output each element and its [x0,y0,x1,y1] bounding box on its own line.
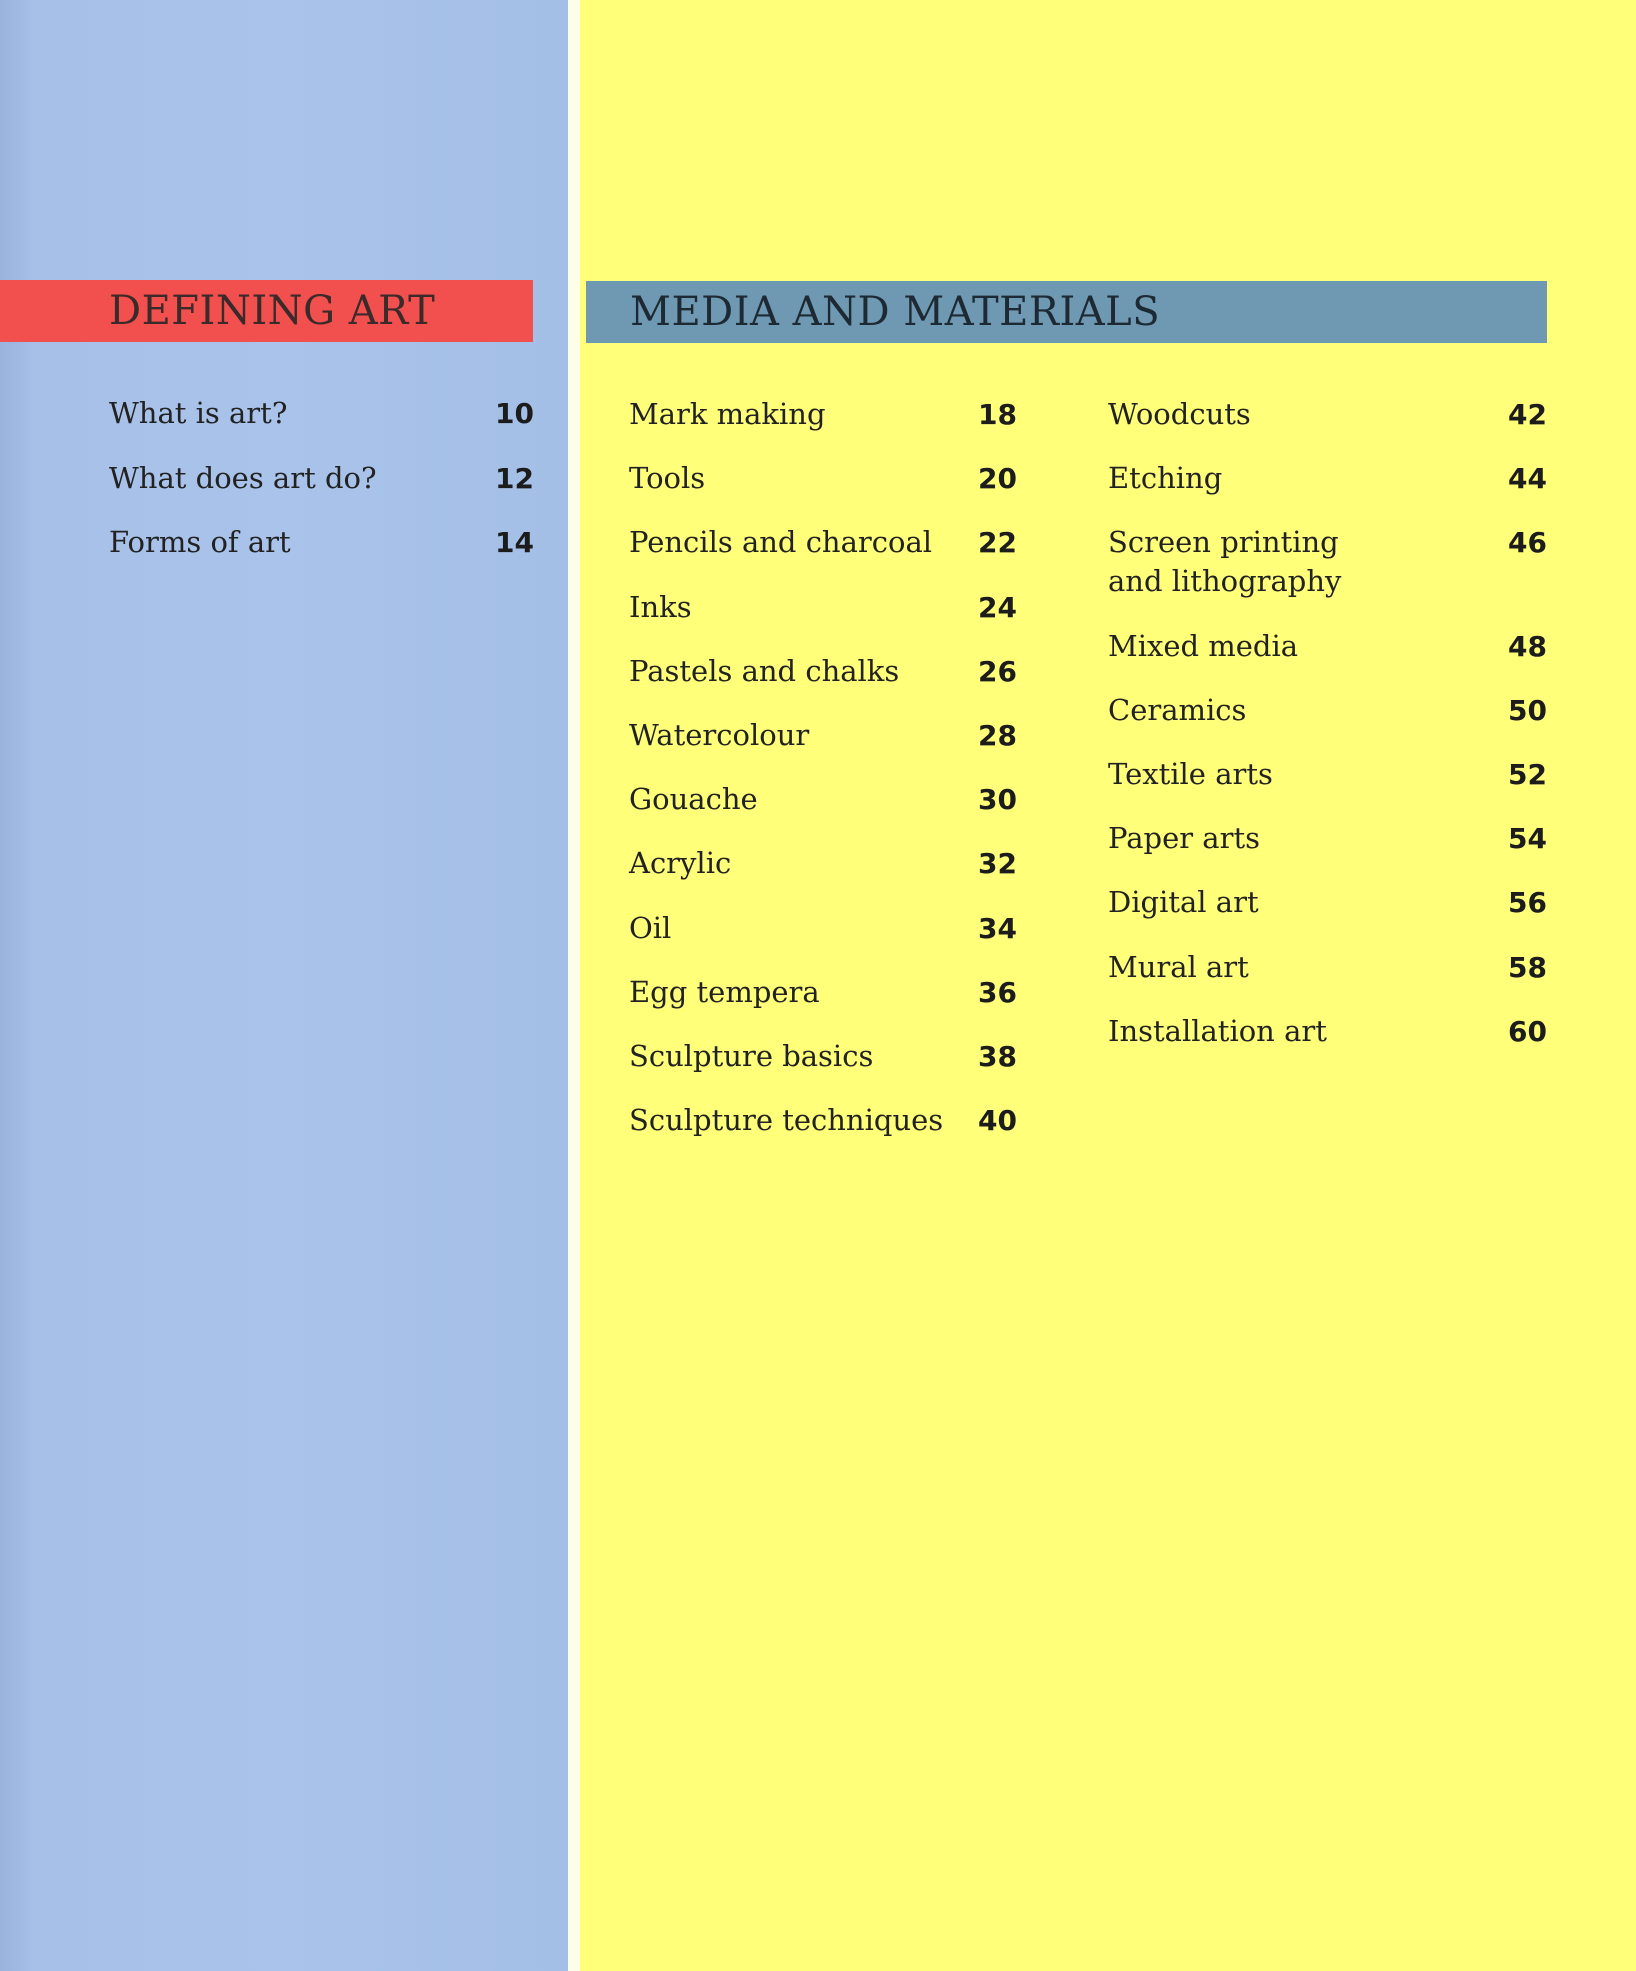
toc-entry-page-number: 48 [1508,629,1547,663]
toc-entry-page-number: 58 [1508,950,1547,984]
toc-entry-page-number: 32 [978,847,1017,881]
toc-entry-title: Pencils and charcoal [629,525,933,560]
section-heading-defining-art [0,280,533,342]
toc-entry-title: Gouache [629,782,758,817]
toc-entry-title: Forms of art [109,525,291,559]
page-gutter [568,0,580,1971]
toc-entry-page-number: 60 [1508,1014,1547,1048]
toc-entry-title: Inks [629,589,692,624]
toc-entry-title: Sculpture techniques [629,1103,944,1138]
toc-entry-title: Screen printing and lithography [1108,525,1342,599]
toc-entry-page-number: 56 [1508,886,1547,920]
toc-entry-page-number: 14 [495,526,534,559]
toc-entry-title: Installation art [1108,1013,1327,1048]
toc-entry-title: Woodcuts [1108,397,1251,431]
toc-entry-page-number: 54 [1508,822,1547,856]
toc-entry-title: Pastels and chalks [629,653,900,688]
toc-entry-page-number: 40 [978,1104,1017,1138]
toc-entry-page-number: 26 [978,654,1017,688]
toc-entry-page-number: 12 [495,461,534,495]
toc-entry-title: Mark making [629,397,826,431]
toc-entry-page-number: 24 [978,590,1017,624]
toc-entry-title: Tools [629,461,706,496]
toc-entry-page-number: 50 [1508,693,1547,727]
toc-entry-page-number: 22 [978,526,1017,560]
toc-entry-title: Oil [629,910,672,945]
toc-entry-page-number: 38 [978,1040,1017,1073]
toc-entry-page-number: 44 [1508,462,1547,496]
toc-entry-page-number: 10 [495,397,534,430]
toc-entry-page-number: 34 [978,911,1017,945]
section-heading-label: MEDIA AND MATERIALS [630,289,1161,335]
section-heading-label: DEFINING ART [109,288,436,334]
toc-entry-title: Sculpture basics [629,1039,874,1073]
toc-entry-page-number: 42 [1508,398,1547,431]
toc-entry-page-number: 20 [978,462,1017,496]
toc-entry-page-number: 18 [978,398,1017,431]
toc-entry-title: Egg tempera [629,974,820,1009]
toc-entry-title: Mixed media [1108,628,1299,663]
toc-entry-title: Textile arts [1108,757,1273,791]
toc-entry-title: Paper arts [1108,821,1260,856]
toc-entry-page-number: 36 [978,975,1017,1009]
toc-entry-title: What is art? [109,396,288,430]
toc-entry-title: Watercolour [629,718,810,752]
toc-entry-title: Digital art [1108,885,1259,920]
toc-entry-title: Etching [1108,461,1223,496]
toc-entry-title: Ceramics [1108,692,1247,727]
toc-entry-page-number: 46 [1508,526,1547,560]
toc-entry-title: Mural art [1108,949,1249,984]
toc-entry-page-number: 28 [978,719,1017,752]
toc-entry-title: What does art do? [109,460,377,495]
section-heading-media-materials [586,281,1547,343]
toc-entry-page-number: 30 [978,783,1017,817]
toc-entry-page-number: 52 [1508,758,1547,791]
toc-entry-title: Acrylic [629,846,732,881]
